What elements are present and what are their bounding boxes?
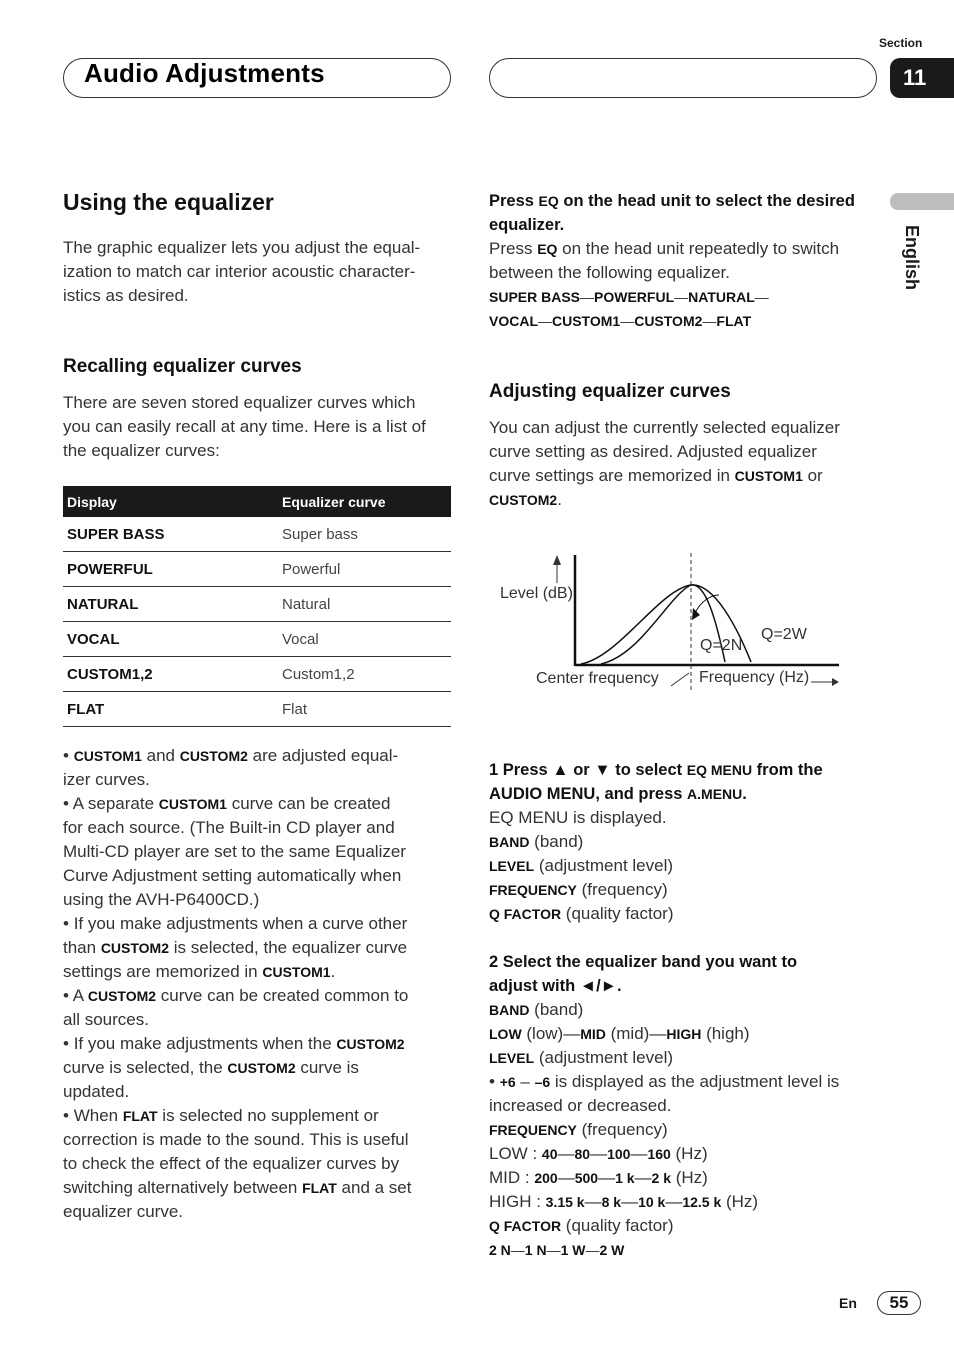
adjust-text: You can adjust the currently selected equalizer curve setting as desired. Adjusted equalizer curve settings are memorized in CUSTOM1 or CUSTOM2. [489,418,840,509]
list-item: Q FACTOR (quality factor) [489,904,674,923]
adjust-heading: Adjusting equalizer curves [489,381,731,402]
graph-frequency-label: Frequency (Hz) [699,669,810,686]
language-label: English [902,225,922,291]
list-item: • A separate CUSTOM1 curve can be created [63,794,391,813]
list-item: LEVEL (adjustment level) [489,1048,674,1067]
press-eq-description: Press EQ on the head unit repeatedly to switch between the following equalizer. SUPER BASS—POWERFUL—NATURAL— VOCAL—CUSTOM1—CUSTOM2—FLAT [489,239,840,329]
section-number: 11 [890,58,954,98]
table-row [63,622,451,657]
level-arrow-head [553,555,561,565]
center-label-pointer [671,673,689,686]
table-cell: FLAT [63,692,278,727]
footer-language: En [839,1295,857,1311]
table-header-curve: Equalizer curve [278,486,451,517]
graph-center-label: Center frequency [536,670,659,687]
language-tab [890,193,954,210]
q-arrow-head [692,608,700,620]
section-label: Section [879,36,923,50]
list-item: • If you make adjustments when a curve other [63,914,408,933]
table-row [63,657,451,692]
press-eq-instruction: Press EQ on the head unit to select the desired equalizer. [489,192,855,234]
list-item: FREQUENCY (frequency) [489,1120,668,1139]
frequency-arrow-head [832,678,839,686]
step-2: 2 Select the equalizer band you want to adjust with ◄/►. BAND (band) LOW (low)—MID (mid)—HIGH (high) LEVEL (adjustment level) • +6 – –6 is displayed as the adjustment level is increased or decreased. FREQUENCY (frequency) LOW : 40—80—100—160 (Hz) MID : 200—500—1 k—2 k (Hz) HIGH : 3.15 k—8 k—10 k—12.5 k (Hz) Q FACTOR (quality factor) 2 N—1 N—1 W—2 W [489,950,889,1262]
table-cell: Super bass [278,517,451,552]
list-item: Q FACTOR (quality factor) [489,1216,674,1235]
table-header-display: Display [63,486,278,517]
list-item: FREQUENCY (frequency) [489,880,668,899]
table-row [63,552,451,587]
table-cell: NATURAL [63,587,278,622]
graph-level-label: Level (dB) [500,585,573,602]
list-item: • A CUSTOM2 curve can be created common to [63,986,409,1005]
intro-text: The graphic equalizer lets you adjust the equal- ization to match car interior acoustic character- istics as desired. [63,238,421,305]
table-row [63,587,451,622]
list-item: • CUSTOM1 and CUSTOM2 are adjusted equal- [63,746,399,765]
table-row [63,517,451,552]
notes-list: • CUSTOM1 and CUSTOM2 are adjusted equal- izer curves. • A separate CUSTOM1 curve can be created for each source. (The Built-in CD player and Multi-CD player are set to the same Equalizer Curve Adjustment setting automatically when using the AVH-P6400CD.) • If you make adjustments when a curve other than CUSTOM2 is selected, the equalizer curve settings are memorized in CUSTOM1. • A CUSTOM2 curve can be created common to all sources. • If you make adjustments when the CUSTOM2 curve is selected, the CUSTOM2 curve is updated. • When FLAT is selected no supplement or correction is made to the sound. This is useful to check the effect of the equalizer curves by switching alternatively between FLAT and a set equalizer curve. [63,744,463,1224]
list-item: BAND (band) [489,832,584,851]
table-cell: SUPER BASS [63,517,278,552]
table-cell: Powerful [278,552,451,587]
table-cell: POWERFUL [63,552,278,587]
table-cell: Vocal [278,622,451,657]
list-item: LEVEL (adjustment level) [489,856,674,875]
recall-text: There are seven stored equalizer curves which you can easily recall at any time. Here is a list of the equalizer curves: [63,393,426,460]
table-cell: CUSTOM1,2 [63,657,278,692]
list-item: • When FLAT is selected no supplement or [63,1106,379,1125]
table-cell: Flat [278,692,451,727]
right-header-frame [489,58,877,98]
section-heading: Using the equalizer [63,189,274,215]
graph-q2w-label: Q=2W [761,626,807,643]
recall-heading: Recalling equalizer curves [63,356,302,377]
step-1: 1 Press ▲ or ▼ to select EQ MENU from the AUDIO MENU, and press A.MENU. EQ MENU is displayed. BAND (band) LEVEL (adjustment level) FREQUENCY (frequency) Q FACTOR (quality factor) [489,758,889,926]
table-cell: Natural [278,587,451,622]
list-item: BAND (band) [489,1000,584,1019]
page-number: 55 [877,1291,921,1315]
page-title: Audio Adjustments [84,58,325,88]
table-cell: VOCAL [63,622,278,657]
equalizer-table [63,486,451,727]
table-header-row [63,486,451,517]
table-cell: Custom1,2 [278,657,451,692]
graph-q2n-label: Q=2N [700,637,743,654]
table-row [63,692,451,727]
list-item: • If you make adjustments when the CUSTOM2 [63,1034,405,1053]
